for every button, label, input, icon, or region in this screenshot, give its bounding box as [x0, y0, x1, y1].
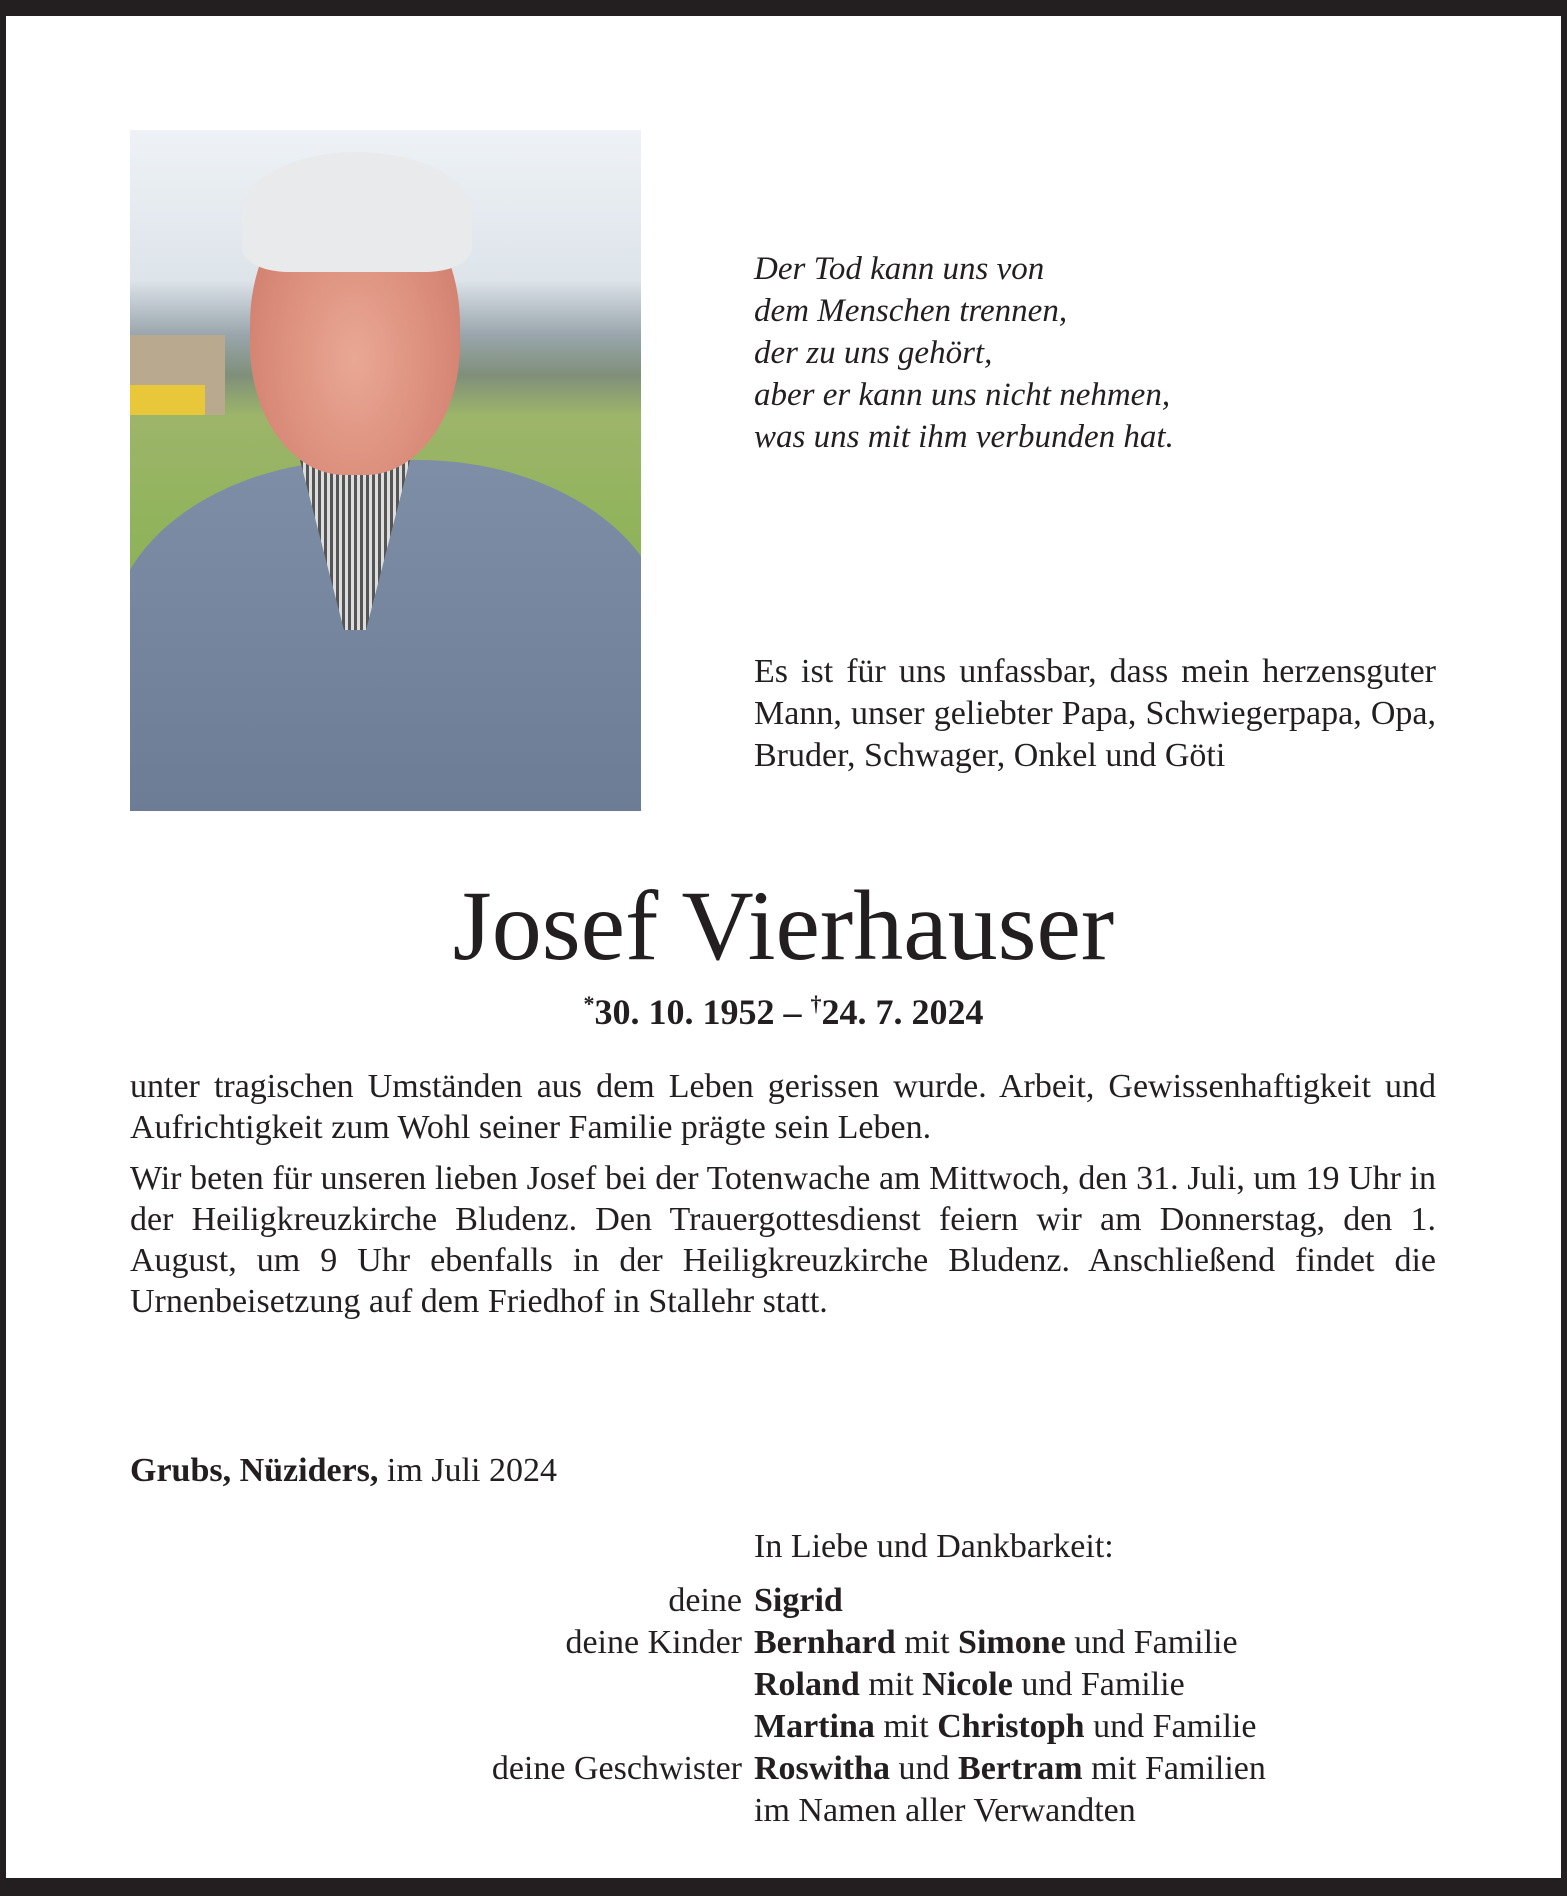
mourner-row [130, 1664, 1266, 1706]
mourner-name: Bernhard [754, 1624, 896, 1661]
mourner-connector: und Familie [1065, 1624, 1238, 1661]
place-month: im Juli 2024 [378, 1452, 557, 1489]
mourner-row [130, 1580, 1266, 1622]
mourner-names [754, 1790, 1136, 1832]
birth-symbol: * [583, 991, 595, 1016]
mourner-relation: deine Geschwister [491, 1750, 742, 1787]
mourner-connector: mit Familien [1082, 1750, 1266, 1787]
death-symbol: † [810, 991, 822, 1016]
body-paragraph: unter tragischen Umständen aus dem Leben gerissen wurde. Arbeit, Gewissenhaftigkeit und Aufrichtigkeit zum Wohl seiner Familie prägte sein Leben. [130, 1068, 1436, 1146]
mourner-relation [130, 1706, 754, 1748]
quote-line: der zu uns gehört, [754, 335, 993, 371]
mourner-relation [130, 1790, 754, 1832]
background-yellow-building [130, 385, 205, 415]
quote-line: Der Tod kann uns von [754, 251, 1045, 287]
mourner-relation [130, 1664, 754, 1706]
mourner-relation: deine [668, 1582, 742, 1619]
birth-date: 30. 10. 1952 [594, 992, 775, 1032]
mourner-name: Sigrid [754, 1582, 843, 1619]
signature-heading-row [130, 1526, 1266, 1580]
funeral-details-paragraph: Wir beten für unseren lieben Josef bei der Totenwache am Mittwoch, den 31. Juli, um 19 Uhr in der Heiligkreuzkirche Bludenz. Den Trauergottesdienst feiern wir am Donnerstag, den 1. August, um 9 Uhr ebenfalls in der Heiligkreuzkirche Bludenz. Anschließend findet die Urnenbeisetzung auf dem Friedhof in Stallehr statt. [130, 1160, 1436, 1320]
mourner-row [130, 1790, 1266, 1832]
mourner-connector: mit [874, 1708, 938, 1745]
mourner-names [754, 1706, 1256, 1748]
mourner-name: Bertram [958, 1750, 1083, 1787]
mourner-names [754, 1580, 843, 1622]
hair [242, 152, 472, 272]
signature-block [130, 1526, 1266, 1832]
portrait-photo [130, 130, 641, 811]
deceased-name: Josef Vierhauser [452, 870, 1115, 981]
signature-heading: In Liebe und Dankbarkeit: [754, 1528, 1114, 1565]
obituary-page [6, 16, 1561, 1878]
mourner-row [130, 1748, 1266, 1790]
quote-line: aber er kann uns nicht nehmen, [754, 377, 1171, 413]
quote-line: dem Menschen trennen, [754, 293, 1068, 329]
quote-line: was uns mit ihm verbunden hat. [754, 419, 1174, 455]
mourner-names [754, 1622, 1238, 1664]
mourner-name: Christoph [937, 1708, 1085, 1745]
mourner-name: Roswitha [754, 1750, 891, 1787]
mourner-names [754, 1748, 1266, 1790]
mourner-connector: und Familie [1012, 1666, 1185, 1703]
mourner-row [130, 1622, 1266, 1664]
mourner-connector: mit [859, 1666, 923, 1703]
mourner-row [130, 1706, 1266, 1748]
mourner-connector: im Namen aller Verwandten [754, 1792, 1136, 1829]
date-separator: – [774, 992, 811, 1032]
mourner-names [754, 1664, 1185, 1706]
mourner-name: Nicole [922, 1666, 1013, 1703]
mourner-relation: deine Kinder [565, 1624, 742, 1661]
place-date [130, 1452, 557, 1490]
place-name: Grubs, Nüziders, [130, 1452, 379, 1489]
mourner-connector: mit [895, 1624, 959, 1661]
mourner-connector: und Familie [1084, 1708, 1257, 1745]
mourner-connector: und [890, 1750, 959, 1787]
spacer [130, 1526, 754, 1580]
mourner-name: Martina [754, 1708, 875, 1745]
mourner-name: Roland [754, 1666, 860, 1703]
death-date: 24. 7. 2024 [821, 992, 984, 1032]
intro-text: Es ist für uns unfassbar, dass mein herzensguter Mann, unser geliebter Papa, Schwiegerpapa, Opa, Bruder, Schwager, Onkel und Göti [754, 653, 1436, 774]
memorial-quote [754, 248, 1174, 458]
body-text [130, 1066, 1436, 1332]
mourner-name: Simone [958, 1624, 1066, 1661]
life-dates [6, 991, 1561, 1033]
